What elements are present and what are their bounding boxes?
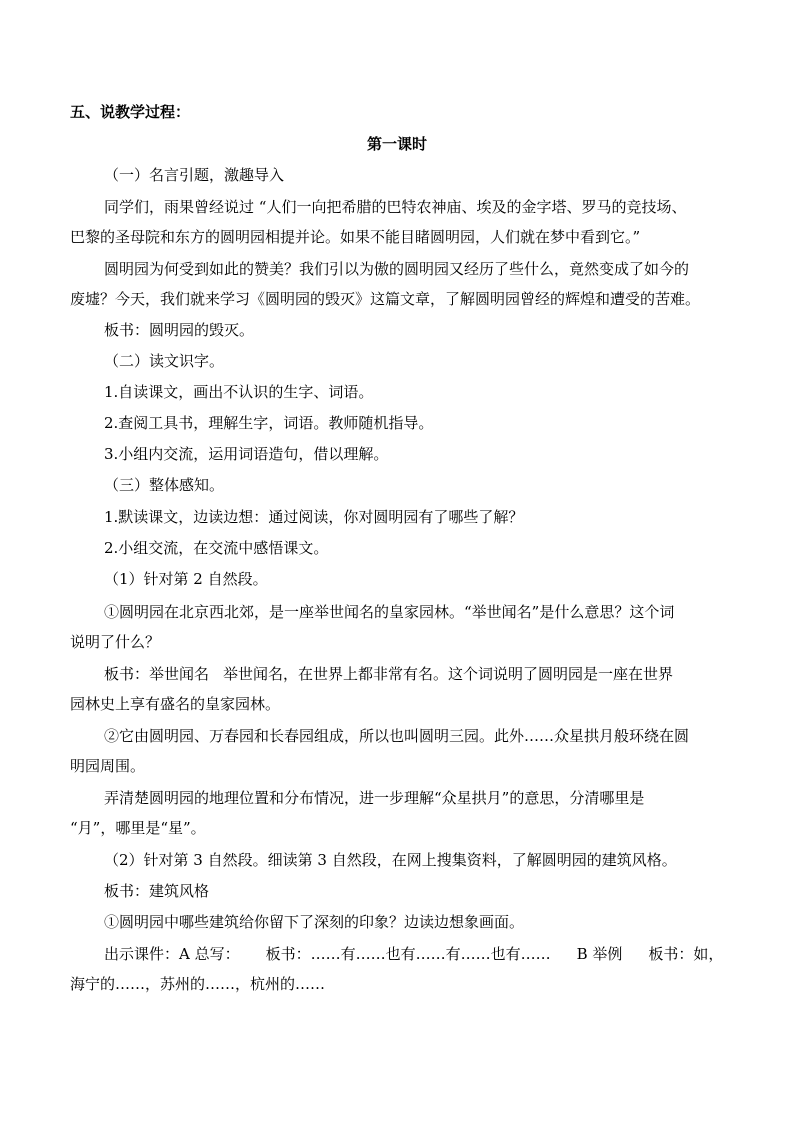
paragraph-line: 巴黎的圣母院和东方的圆明园相提并论。如果不能目睹圆明园，人们就在梦中看到它。” [70, 228, 641, 246]
paragraph-line: 2.小组交流，在交流中感悟课文。 [104, 539, 329, 557]
paragraph-line: 废墟？今天，我们就来学习《圆明园的毁灭》这篇文章，了解圆明园曾经的辉煌和遭受的苦难。 [70, 290, 701, 308]
paragraph-line: 板书：建筑风格 [104, 882, 210, 900]
paragraph-line: （2）针对第 3 自然段。细读第 3 自然段，在网上搜集资料，了解圆明园的建筑风格。 [104, 851, 677, 869]
board-explanation: 举世闻名，在世界上都非常有名。这个词说明了圆明园是一座在世界 [223, 665, 674, 683]
lesson-title: 第一课时 [366, 135, 427, 153]
paragraph-line: “月”，哪里是“星”。 [70, 819, 206, 837]
paragraph-line: 板书：圆明园的毁灭。 [104, 321, 255, 339]
paragraph-line: 2.查阅工具书，理解生字，词语。教师随机指导。 [104, 414, 434, 432]
courseware-label: 出示课件：A 总写： [104, 945, 240, 963]
paragraph-line: （1）针对第 2 自然段。 [104, 570, 268, 588]
paragraph-line: 1.自读课文，画出不认识的生字、词语。 [104, 383, 374, 401]
paragraph-line: 同学们，雨果曾经说过 “人们一向把希腊的巴特农神庙、埃及的金字塔、罗马的竞技场、 [104, 198, 687, 216]
board-pattern: 板书：……有……也有……有……也有…… [265, 945, 551, 963]
paragraph-line: 园林史上享有盛名的皇家园林。 [70, 695, 281, 713]
paragraph-line: ①圆明园在北京西北郊，是一座举世闻名的皇家园林。“举世闻名”是什么意思？这个词 [104, 603, 675, 621]
paragraph-line: 圆明园为何受到如此的赞美？我们引以为傲的圆明园又经历了些什么，竟然变成了如今的 [104, 260, 690, 278]
paragraph-line: ②它由圆明园、万春园和长春园组成，所以也叫圆明三园。此外……众星拱月般环绕在圆 [104, 727, 690, 745]
paragraph-line: 3.小组内交流，运用词语造句，借以理解。 [104, 445, 389, 463]
paragraph-line [104, 664, 673, 684]
paragraph-line: （三）整体感知。 [104, 476, 225, 494]
section-heading: 五、说教学过程： [70, 103, 191, 121]
board-example: 板书：如， [648, 945, 724, 963]
paragraph-line: ①圆明园中哪些建筑给你留下了深刻的印象？边读边想象画面。 [104, 913, 525, 931]
paragraph-line: 弄清楚圆明园的地理位置和分布情况，进一步理解“众星拱月”的意思，分清哪里是 [104, 789, 645, 807]
paragraph-line: 海宁的……，苏州的……，杭州的…… [70, 975, 326, 993]
paragraph-line: （一）名言引题，激趣导入 [104, 166, 285, 184]
paragraph-line: 1.默读课文，边读边想：通过阅读，你对圆明园有了哪些了解？ [104, 508, 524, 526]
paragraph-line: （二）读文识字。 [104, 352, 225, 370]
example-label: B 举例 [576, 945, 623, 963]
paragraph-line: 明园周围。 [70, 757, 146, 775]
paragraph-line [104, 944, 723, 964]
paragraph-line: 说明了什么？ [70, 633, 161, 651]
board-label: 板书：举世闻名 [104, 665, 210, 683]
